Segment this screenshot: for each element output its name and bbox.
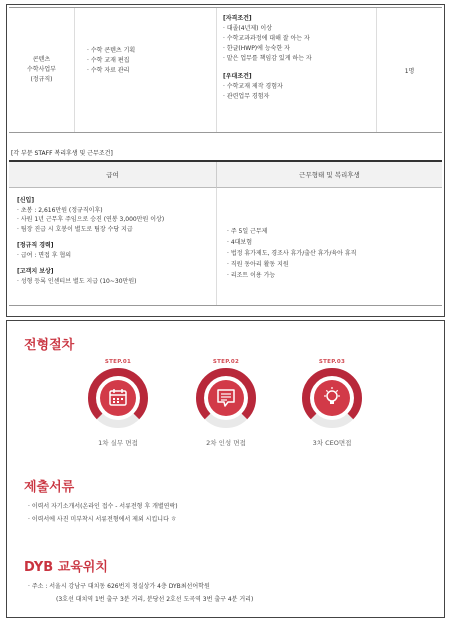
location-directions: (3호선 대치역 1번 출구 3분 거리, 분당선 2호선 도곡역 3번 출구 4분 거리) xyxy=(56,596,254,603)
dept-cell xyxy=(9,8,75,132)
salary-cell xyxy=(9,188,217,305)
bonus-heading: [고객지 보상] xyxy=(17,268,54,275)
step-label: STEP.02 xyxy=(212,359,240,365)
documents-title: 제출서류 xyxy=(24,480,75,495)
qualification-item: · 한글(HWP)에 능숙한 자 xyxy=(223,45,290,52)
step-ring xyxy=(302,368,362,428)
headcount: 1명 xyxy=(404,67,415,75)
salary-item: · 성형 등록 인센티브 별도 지급 (10~30만원) xyxy=(17,277,137,285)
step-caption: 3차 CEO면접 xyxy=(312,439,352,447)
job-info-panel xyxy=(6,4,445,317)
benefit-item: · 주 5일 근무제 xyxy=(227,228,268,235)
qualification-item: · 맡은 업무를 책임감 있게 하는 자 xyxy=(223,55,312,62)
qualification-item: · 대졸(4년제) 이상 xyxy=(223,25,272,32)
requirements-cell xyxy=(217,8,377,132)
step-label: STEP.01 xyxy=(104,359,132,365)
preferred-item: · 수학교재 제작 경험자 xyxy=(223,83,283,90)
location-address: · 주소 : 서울시 강남구 대치동 626번지 청실상가 4층 DYB최선어학원 xyxy=(28,583,210,590)
staff-table xyxy=(9,160,442,306)
qualification-item: · 수학교과과정에 대해 잘 아는 자 xyxy=(223,35,310,42)
benefits-cell xyxy=(217,188,442,305)
document-item: · 이력서에 사진 미부착시 서류전형에서 제외 시킵니다 ㅎ xyxy=(28,516,177,523)
benefit-item: · 4대보험 xyxy=(227,239,253,246)
step-3 xyxy=(292,359,372,447)
step-ring xyxy=(88,368,148,428)
benefits-header: 근무형태 및 복리후생 xyxy=(217,162,442,188)
salary-item: · 사원 1년 근무후 주임으로 승진 (연봉 3,000만원 이상) xyxy=(17,216,165,223)
preferred-item: · 관련업무 경험자 xyxy=(223,93,270,100)
document-item: · 이력서 자기소개서(온라인 접수 - 서류전형 후 개별연락) xyxy=(28,503,178,510)
duty-item: · 수학 콘텐츠 기획 xyxy=(87,47,136,54)
duty-item: · 수학 자료 관리 xyxy=(87,67,130,74)
duties-cell xyxy=(75,8,217,132)
step-caption: 2차 인성 면접 xyxy=(206,439,246,447)
salary-item: · 초봉 : 2,616만원 (정규직이후) xyxy=(17,206,103,214)
location-title: DYB 교육위치 xyxy=(24,560,108,575)
salary-item: · 급여 : 면접 후 협의 xyxy=(17,251,72,259)
benefit-item: · 리조트 이용 가능 xyxy=(227,272,276,279)
job-table xyxy=(9,7,442,133)
preferred-heading: [우대조건] xyxy=(223,73,252,80)
dept-name-line2: 수학사업부 xyxy=(27,66,56,73)
step-1 xyxy=(78,359,158,447)
staff-section-title: [각 부문 STAFF 복리후생 및 근무조건] xyxy=(11,150,113,157)
benefit-item: · 직원 동아리 활동 지원 xyxy=(227,261,289,268)
intern-heading: [신입] xyxy=(17,197,35,204)
salary-item: · 팀장 진급 시 호봉이 별도로 팀장 수당 지급 xyxy=(17,225,133,233)
qualifications-heading: [자격조건] xyxy=(223,15,252,22)
duty-item: · 수학 교재 편집 xyxy=(87,57,130,64)
step-caption: 1차 실무 면접 xyxy=(98,439,138,447)
process-title: 전형절차 xyxy=(24,338,75,353)
dept-type: (정규직) xyxy=(30,76,53,83)
step-label: STEP.03 xyxy=(318,359,346,365)
step-ring xyxy=(196,368,256,428)
salary-header: 급여 xyxy=(9,162,217,188)
step-2 xyxy=(186,359,266,447)
dept-name-line1: 콘텐츠 xyxy=(32,56,51,63)
benefit-item: · 법정 휴가제도, 경조사 휴가/출산 휴가/육아 휴직 xyxy=(227,250,357,257)
regular-heading: [정규직 경력] xyxy=(17,242,54,249)
headcount-cell xyxy=(377,8,442,132)
